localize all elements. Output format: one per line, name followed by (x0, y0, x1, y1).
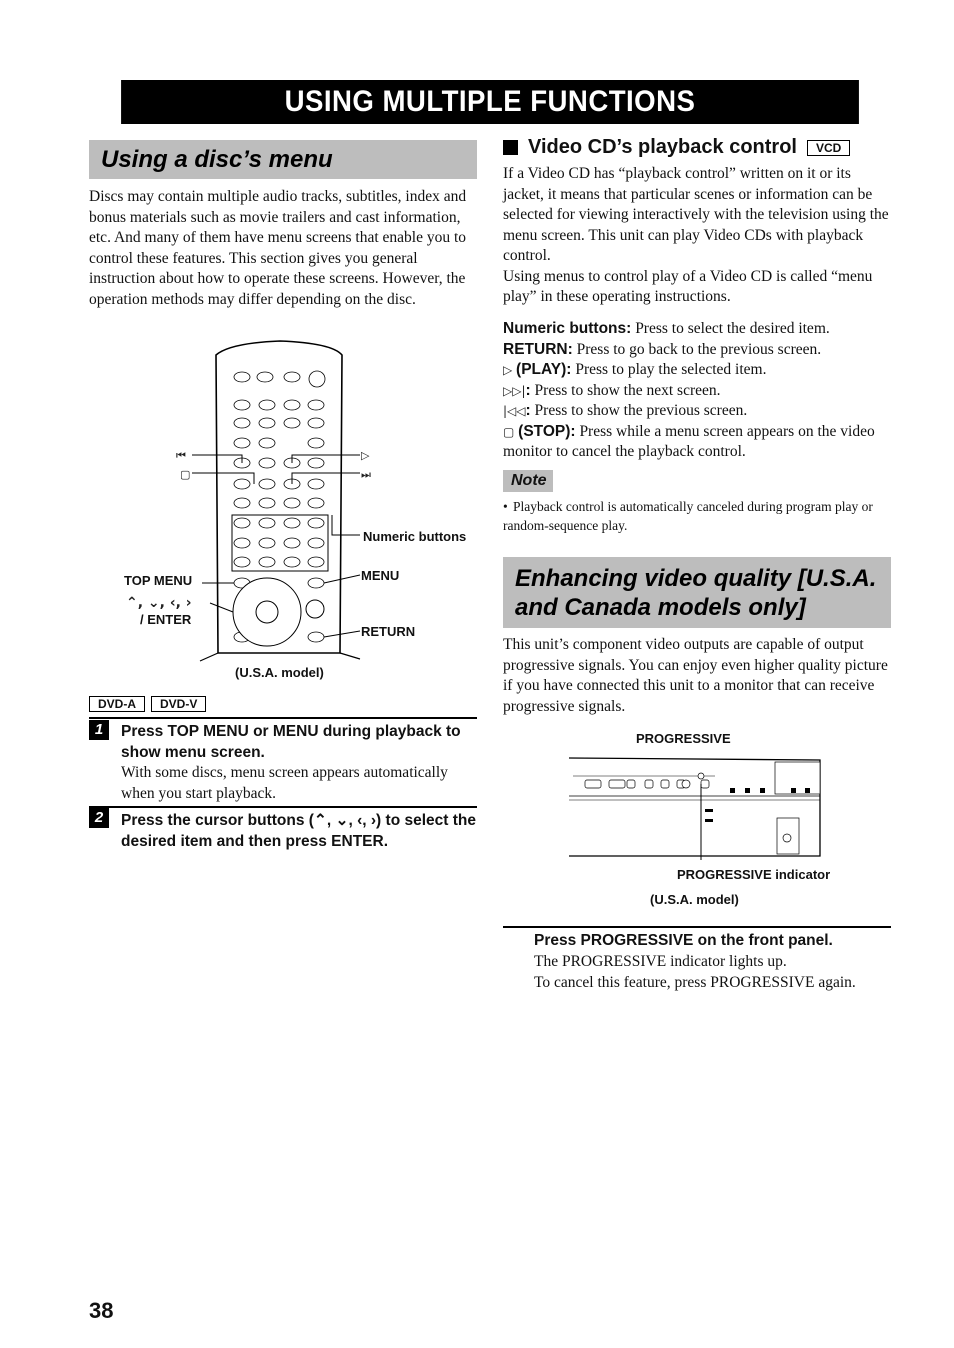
label-numeric-buttons: Numeric buttons (363, 529, 467, 544)
label-progressive-indicator: PROGRESSIVE indicator (677, 867, 831, 882)
control-desc: Press while a menu screen appears on the video monitor to cancel the playback control. (503, 422, 875, 460)
control-key: : (525, 381, 531, 399)
label-enter: / ENTER (140, 612, 192, 627)
control-key: RETURN: (503, 340, 573, 358)
label-menu: MENU (361, 568, 400, 583)
note-body: Playback control is automatically canceled during program play or random-sequence play. (503, 499, 873, 533)
svg-text:⏭: ⏭ (361, 468, 371, 481)
vcd-paragraph-1: If a Video CD has “playback control” written on it or its jacket, it means that particular scenes or information can be selected for viewing interactively with the television using the menu screen. This unit can play Video CDs with playback control. (503, 165, 889, 264)
control-desc: Press to go back to the previous screen. (572, 340, 822, 358)
step-divider-2 (89, 806, 477, 808)
section-title-enhance: Enhancing video quality [U.S.A. and Canada models only] (503, 557, 891, 628)
square-bullet-icon (503, 140, 518, 155)
label-cursor-glyphs: ⌃, ⌄, ‹, › (126, 595, 192, 611)
svg-text:▷: ▷ (361, 449, 370, 462)
label-remote-model: (U.S.A. model) (235, 665, 324, 680)
vcd-controls-list (503, 319, 895, 463)
page-number: 38 (89, 1298, 114, 1323)
svg-text:▢: ▢ (180, 468, 191, 481)
enhance-step-body-1: The PROGRESSIVE indicator lights up. (534, 953, 787, 970)
svg-text:⏮: ⏮ (176, 449, 186, 462)
page-banner: USING MULTIPLE FUNCTIONS (121, 80, 859, 124)
enhance-step-heading: Press PROGRESSIVE on the front panel. (534, 932, 833, 949)
step-number-1: 1 (89, 720, 109, 740)
control-previous (503, 401, 895, 422)
control-key: (STOP): (518, 422, 576, 440)
tag-dvd-a: DVD-A (89, 696, 145, 712)
skip-back-icon: |◁◁ (503, 404, 526, 418)
control-numeric (503, 319, 895, 340)
vcd-heading-text: Video CD’s playback control (528, 136, 797, 158)
label-panel-model: (U.S.A. model) (650, 892, 739, 907)
label-progressive: PROGRESSIVE (636, 731, 731, 746)
control-next (503, 381, 895, 402)
control-key: : (525, 402, 531, 419)
disc-menu-paragraph: Discs may contain multiple audio tracks, subtitles, index and bonus materials such as movie trailers and cast information, etc. And many of them have menu screens that enable you to control these features. This section gives you general instruction about how to operate these screens. However, the operation methods may differ depending on the disc. (89, 188, 467, 308)
label-top-menu: TOP MENU (124, 573, 193, 588)
control-desc: Press to show the previous screen. (530, 402, 748, 419)
control-desc: Press to play the selected item. (571, 361, 767, 378)
disc-type-tags (89, 696, 206, 712)
step-number-2: 2 (89, 808, 109, 828)
tag-dvd-v: DVD-V (151, 696, 206, 712)
step-divider-1 (89, 717, 477, 719)
step-1-body: With some discs, menu screen appears automatically when you start playback. (121, 764, 448, 802)
step-2-heading: Press the cursor buttons (⌃, ⌄, ‹, ›) to select the desired item and then press ENTER. (121, 812, 476, 850)
control-key: (PLAY): (516, 361, 572, 378)
control-return (503, 340, 895, 361)
stop-icon: ▢ (503, 424, 519, 439)
note-label: Note (503, 470, 553, 492)
vcd-paragraph-2: Using menus to control play of a Video CD is called “menu play” in these operating instructions. (503, 267, 873, 305)
enhance-step-divider (503, 926, 891, 928)
bullet-icon: • (503, 499, 508, 514)
enhance-step-body (534, 952, 891, 993)
control-stop (503, 422, 895, 463)
control-desc: Press to show the next screen. (530, 381, 721, 399)
section-title-disc-menu: Using a disc’s menu (89, 140, 477, 179)
enhance-step-body-2: To cancel this feature, press PROGRESSIVE again. (534, 973, 856, 991)
tag-vcd: VCD (807, 140, 850, 156)
step-1-heading: Press TOP MENU or MENU during playback to show menu screen. (121, 723, 461, 761)
note-text (503, 497, 893, 535)
enhance-paragraph: This unit’s component video outputs are capable of output progressive signals. You can enjoy even higher quality picture if you have connected this unit to a monitor that can receive progressive signals. (503, 636, 888, 715)
front-panel-illustration (565, 748, 827, 860)
vcd-heading (503, 136, 893, 159)
play-icon: ▷ (503, 363, 517, 377)
label-return: RETURN (361, 624, 416, 639)
skip-forward-icon: ▷▷| (503, 383, 526, 398)
control-key: Numeric buttons: (503, 320, 632, 337)
control-play (503, 360, 895, 381)
vcd-paragraph (503, 164, 895, 308)
control-desc: Press to select the desired item. (631, 320, 830, 337)
